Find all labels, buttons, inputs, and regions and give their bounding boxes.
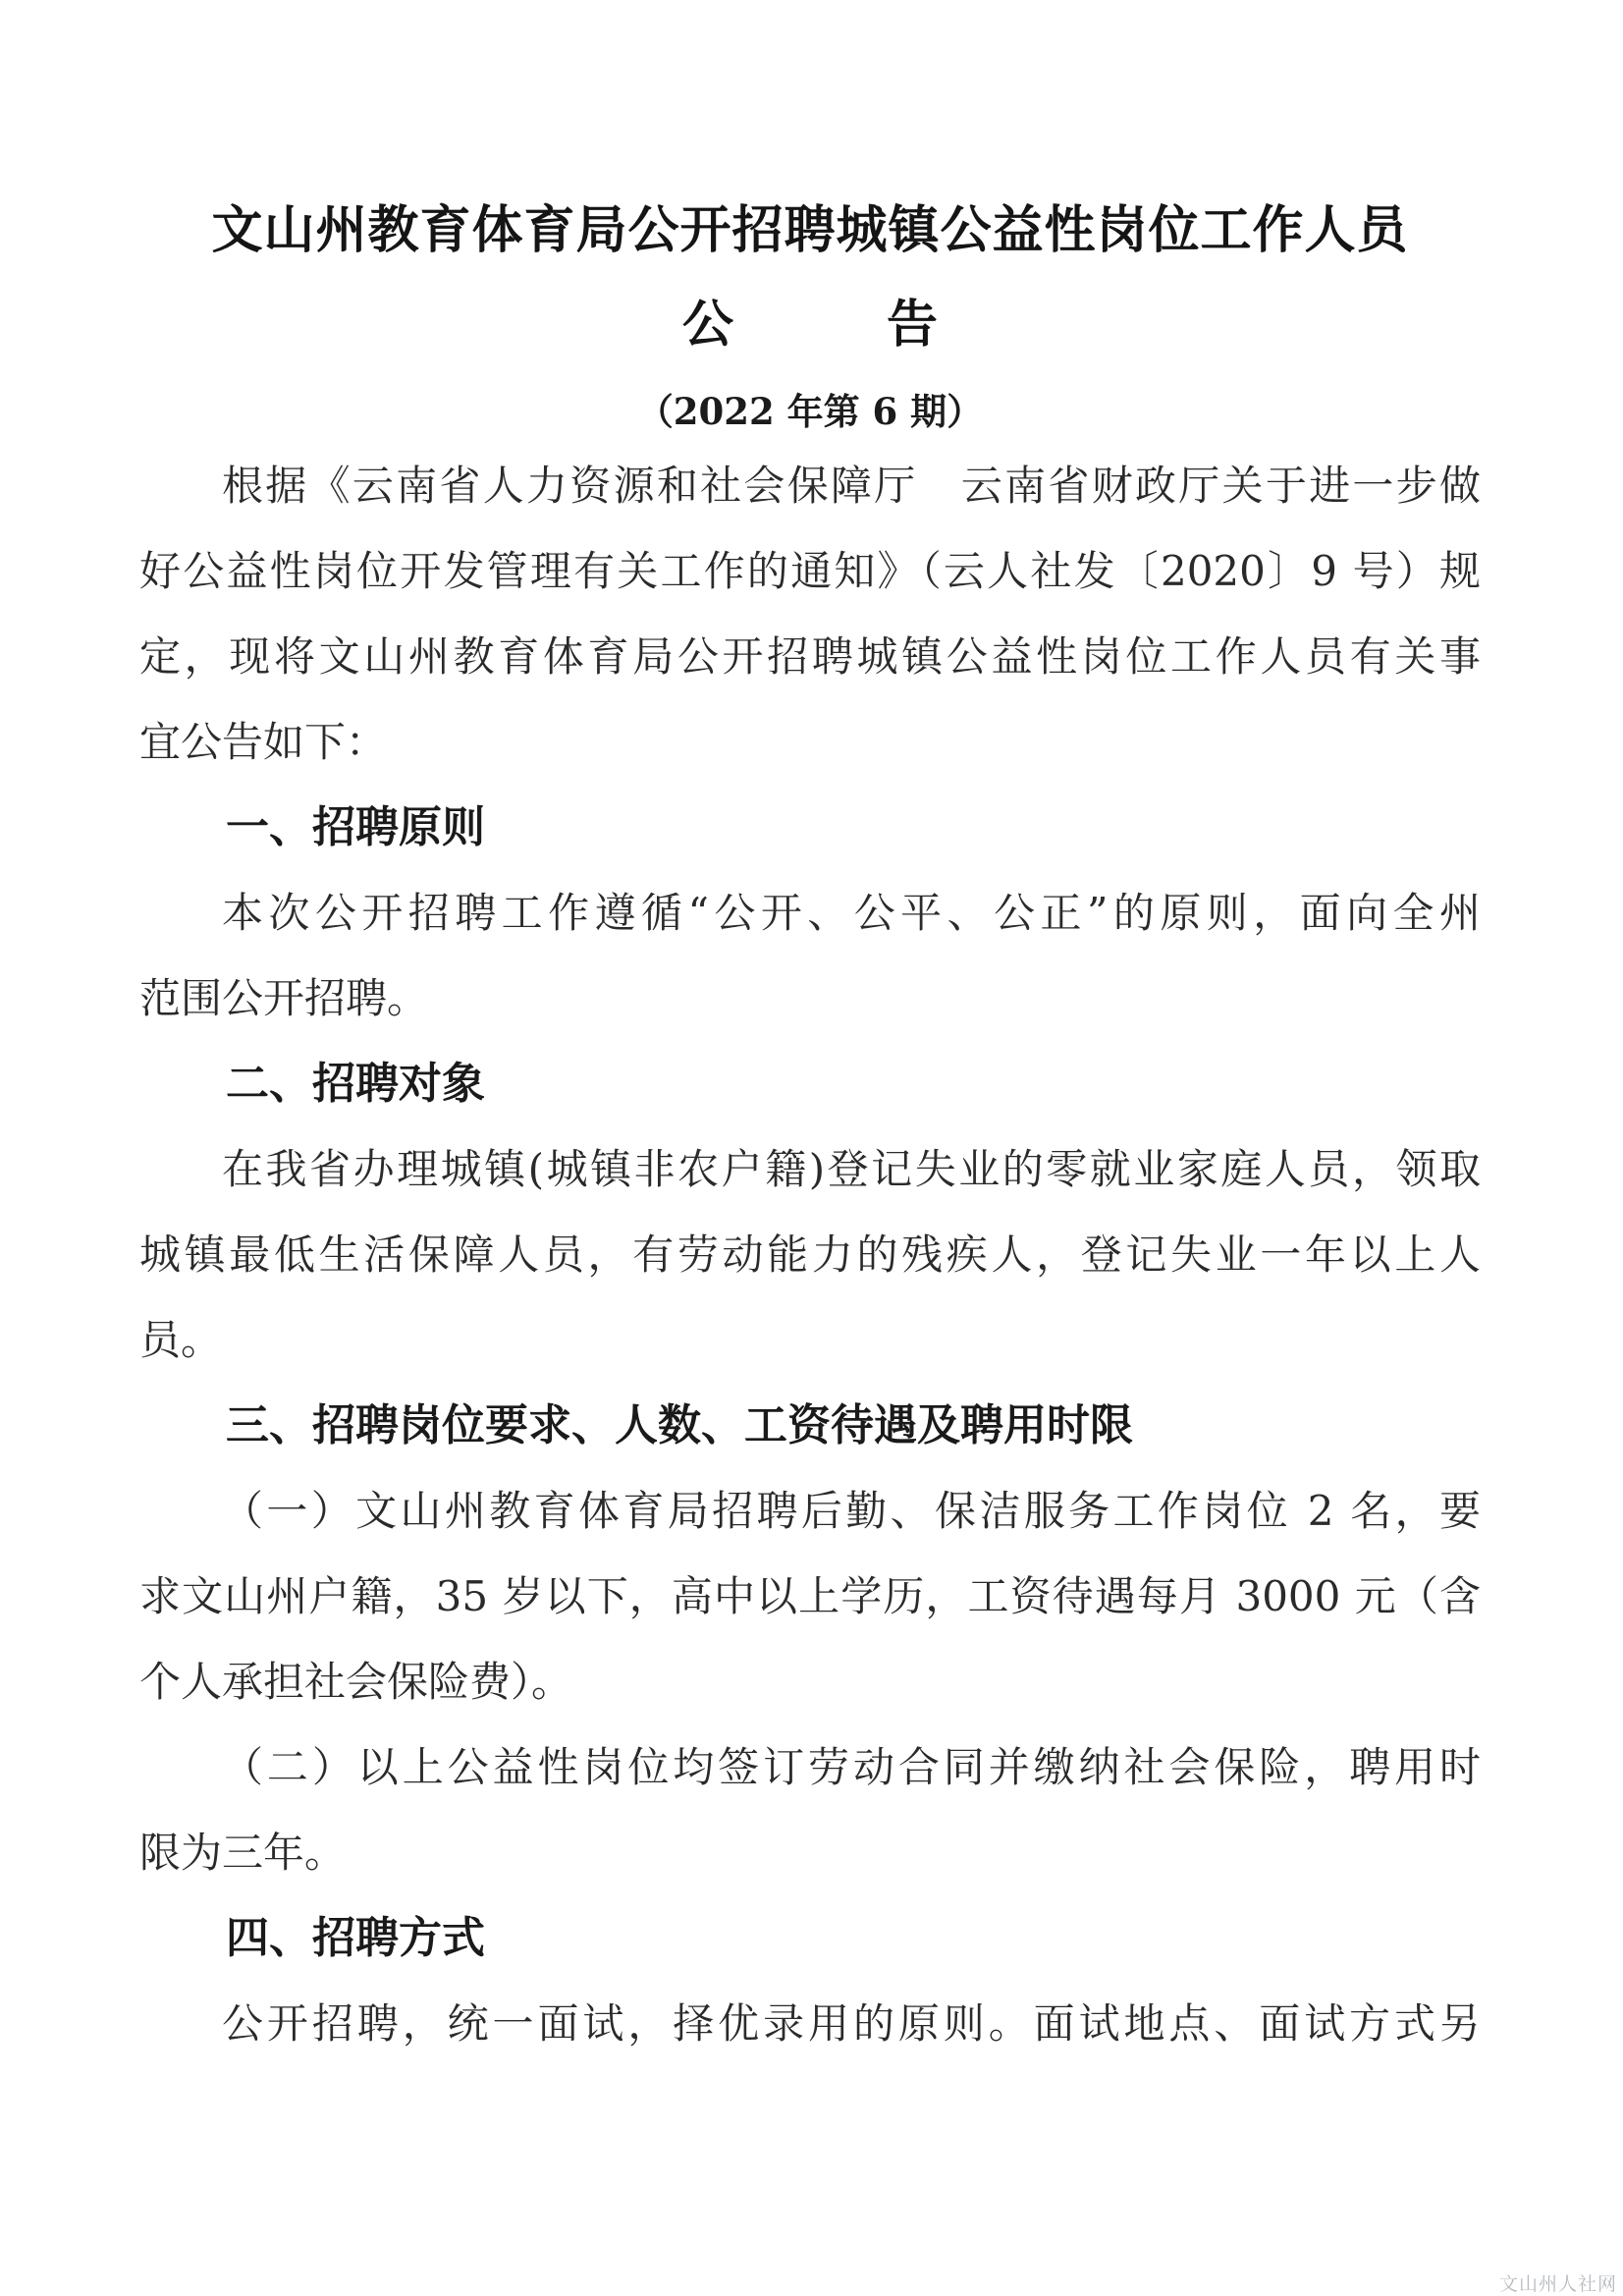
document-body <box>139 443 1481 2066</box>
body-text-line: 求文山州户籍，35 岁以下，高中以上学历，工资待遇每月 3000 元（含 <box>139 1572 1481 1620</box>
section-heading: 四、招聘方式 <box>226 1913 485 1963</box>
body-text-line: 定，现将文山州教育体育局公开招聘城镇公益性岗位工作人员有关事 <box>139 632 1481 681</box>
body-text-line: 公开招聘，统一面试，择优录用的原则。面试地点、面试方式另 <box>222 1999 1481 2048</box>
body-text-line: 本次公开招聘工作遵循“公开、公平、公正”的原则，面向全州 <box>222 889 1481 937</box>
body-text-line: 宜公告如下： <box>139 718 388 766</box>
body-text-line: 好公益性岗位开发管理有关工作的通知》（云人社发〔2020〕9 号）规 <box>139 547 1481 595</box>
body-text-line: 城镇最低生活保障人员，有劳动能力的残疾人，登记失业一年以上人 <box>139 1230 1481 1279</box>
body-text-line: 在我省办理城镇(城镇非农户籍)登记失业的零就业家庭人员，领取 <box>222 1145 1481 1193</box>
body-text-line: 限为三年。 <box>139 1829 347 1877</box>
document-issue-number: （2022 年第 6 期） <box>636 390 984 433</box>
body-text-line: 个人承担社会保险费）。 <box>139 1658 573 1706</box>
document-title: 文山州教育体育局公开招聘城镇公益性岗位工作人员 <box>211 200 1409 260</box>
body-text-line: 范围公开招聘。 <box>139 974 429 1022</box>
body-text-line: 员。 <box>139 1316 223 1364</box>
section-heading: 三、招聘岗位要求、人数、工资待遇及聘用时限 <box>226 1400 1133 1450</box>
document-subtitle: 公 告 <box>681 295 938 355</box>
body-text-line: （二）以上公益性岗位均签订劳动合同并缴纳社会保险，聘用时 <box>222 1743 1481 1791</box>
section-heading: 一、招聘原则 <box>226 802 485 852</box>
body-text-line: 根据《云南省人力资源和社会保障厅 云南省财政厅关于进一步做 <box>222 462 1481 510</box>
section-heading: 二、招聘对象 <box>226 1059 485 1109</box>
body-text-line: （一）文山州教育体育局招聘后勤、保洁服务工作岗位 2 名，要 <box>222 1487 1481 1535</box>
watermark: 文山州人社网 <box>1498 2273 1617 2295</box>
